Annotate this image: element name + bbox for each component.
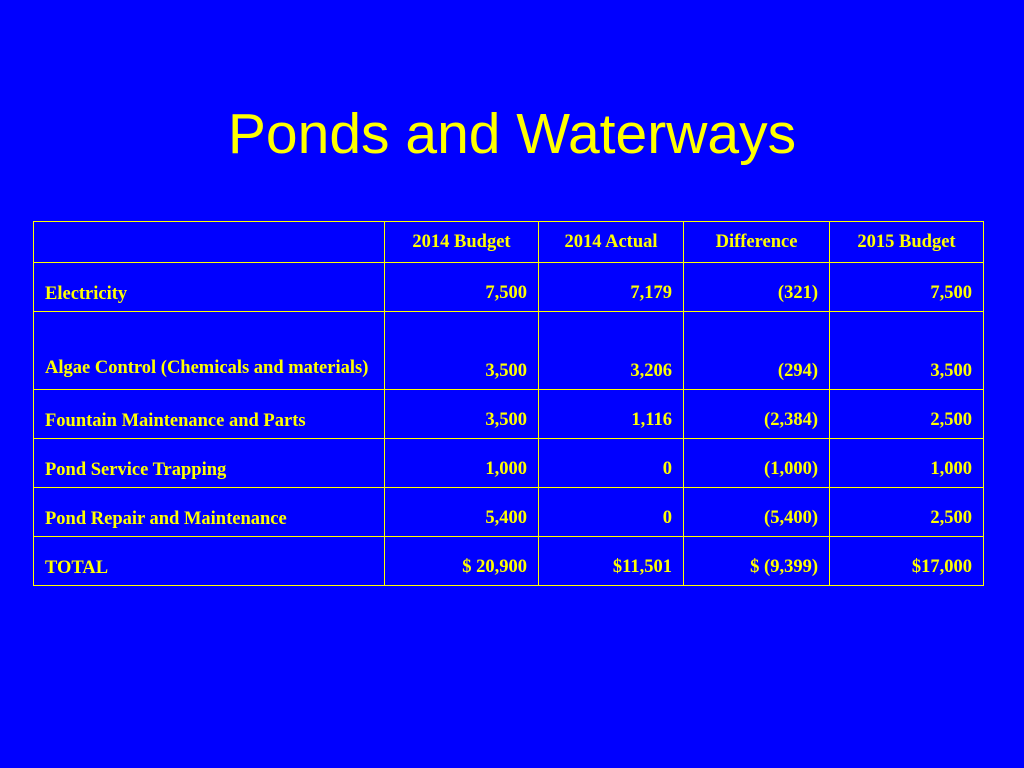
cell-2014-actual: 0 bbox=[539, 488, 684, 537]
cell-difference: (294) bbox=[684, 312, 830, 390]
cell-2014-budget: 7,500 bbox=[385, 263, 539, 312]
cell-2014-actual: 0 bbox=[539, 439, 684, 488]
cell-2014-actual-total: $11,501 bbox=[539, 537, 684, 586]
cell-2014-actual: 7,179 bbox=[539, 263, 684, 312]
cell-2014-actual: 1,116 bbox=[539, 390, 684, 439]
cell-difference: (2,384) bbox=[684, 390, 830, 439]
cell-2015-budget-total: $17,000 bbox=[830, 537, 984, 586]
row-label: Algae Control (Chemicals and materials) bbox=[34, 312, 385, 390]
header-cell-label bbox=[34, 222, 385, 263]
table-row bbox=[34, 263, 984, 312]
header-cell-2015-budget: 2015 Budget bbox=[830, 222, 984, 263]
budget-table bbox=[33, 221, 984, 586]
cell-2014-budget: 5,400 bbox=[385, 488, 539, 537]
row-label: Electricity bbox=[34, 263, 385, 312]
cell-difference: (321) bbox=[684, 263, 830, 312]
table-header-row bbox=[34, 222, 984, 263]
header-cell-2014-actual: 2014 Actual bbox=[539, 222, 684, 263]
header-cell-2014-budget: 2014 Budget bbox=[385, 222, 539, 263]
cell-2015-budget: 1,000 bbox=[830, 439, 984, 488]
cell-2014-budget: 3,500 bbox=[385, 390, 539, 439]
table-row bbox=[34, 312, 984, 390]
table-row bbox=[34, 390, 984, 439]
slide-title: Ponds and Waterways bbox=[227, 102, 797, 166]
cell-2015-budget: 2,500 bbox=[830, 488, 984, 537]
header-cell-difference: Difference bbox=[684, 222, 830, 263]
cell-2015-budget: 3,500 bbox=[830, 312, 984, 390]
cell-difference: (5,400) bbox=[684, 488, 830, 537]
row-label: Pond Service Trapping bbox=[34, 439, 385, 488]
cell-2015-budget: 7,500 bbox=[830, 263, 984, 312]
cell-2015-budget: 2,500 bbox=[830, 390, 984, 439]
row-label: Pond Repair and Maintenance bbox=[34, 488, 385, 537]
cell-2014-budget-total: $ 20,900 bbox=[385, 537, 539, 586]
cell-2014-actual: 3,206 bbox=[539, 312, 684, 390]
cell-2014-budget: 3,500 bbox=[385, 312, 539, 390]
table-total-row bbox=[34, 537, 984, 586]
table-row bbox=[34, 488, 984, 537]
row-label-total: TOTAL bbox=[34, 537, 385, 586]
cell-difference-total: $ (9,399) bbox=[684, 537, 830, 586]
cell-2014-budget: 1,000 bbox=[385, 439, 539, 488]
cell-difference: (1,000) bbox=[684, 439, 830, 488]
row-label: Fountain Maintenance and Parts bbox=[34, 390, 385, 439]
table-row bbox=[34, 439, 984, 488]
